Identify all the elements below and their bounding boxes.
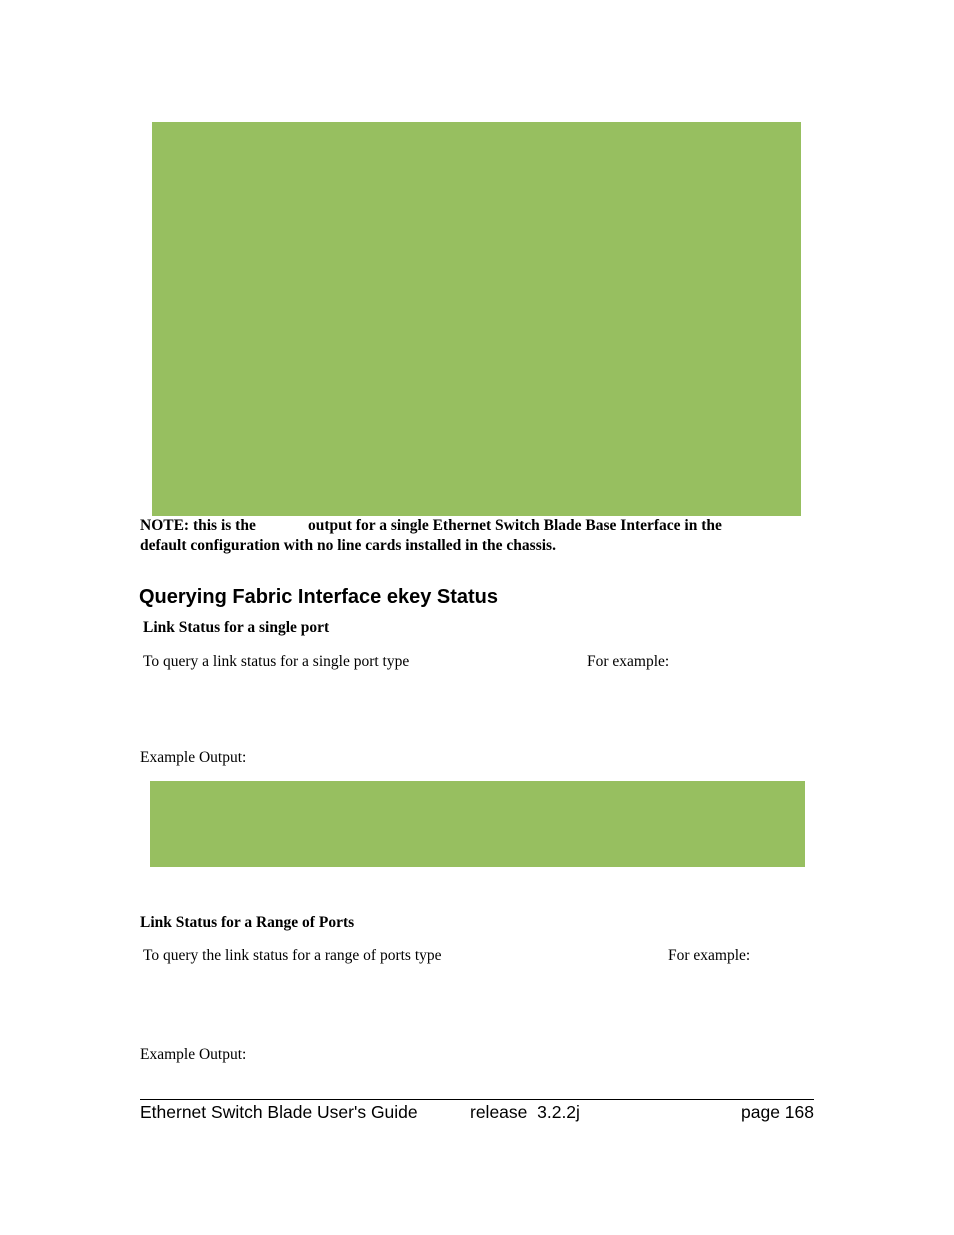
note-line-2: default configuration with no line cards installed in the chassis.	[140, 537, 556, 554]
code-output-block-large	[152, 122, 801, 516]
range-ports-example-output-label: Example Output:	[140, 1046, 247, 1063]
code-output-block-small	[150, 781, 805, 867]
footer-release: release 3.2.2j	[470, 1102, 580, 1122]
section-heading: Querying Fabric Interface ekey Status	[139, 586, 499, 608]
footer-rule	[140, 1099, 814, 1100]
range-ports-heading: Link Status for a Range of Ports	[140, 914, 355, 931]
note-line-1: output for a single Ethernet Switch Blade Base Interface in the	[308, 517, 722, 534]
single-port-instruction: To query a link status for a single port type	[143, 653, 410, 670]
single-port-for-example: For example:	[587, 653, 670, 670]
range-ports-for-example: For example:	[668, 947, 751, 964]
single-port-heading: Link Status for a single port	[143, 619, 330, 636]
footer-title: Ethernet Switch Blade User's Guide	[140, 1102, 418, 1122]
footer-page-number: page 168	[741, 1102, 814, 1122]
range-ports-instruction: To query the link status for a range of ports type	[143, 947, 442, 964]
single-port-example-output-label: Example Output:	[140, 749, 247, 766]
note-prefix: NOTE: this is the	[140, 517, 256, 534]
